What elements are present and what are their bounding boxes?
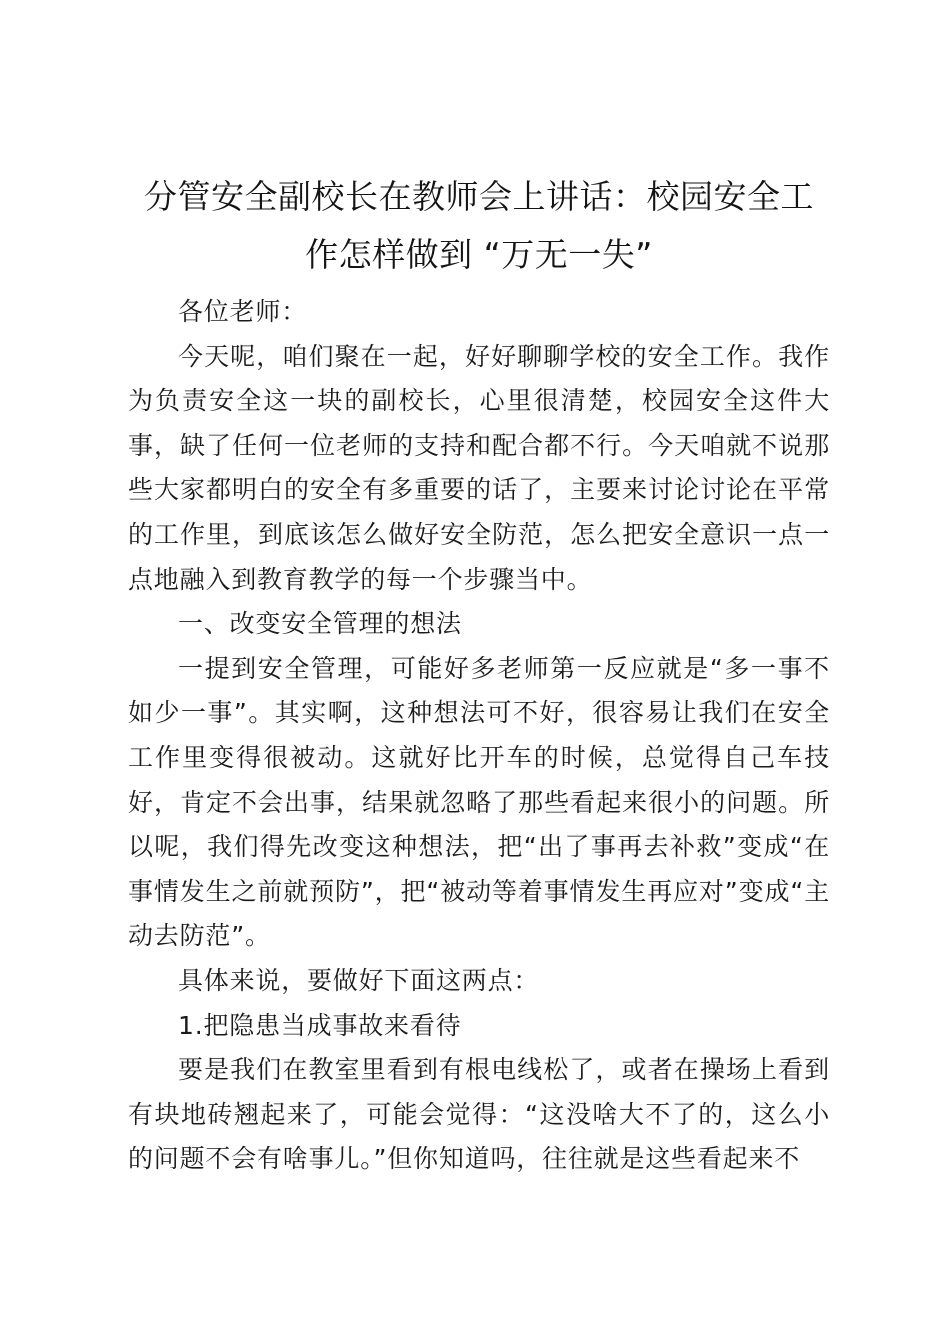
subheading-1: 1.把隐患当成事故来看待: [178, 1010, 462, 1040]
paragraph-two-points: 具体来说，要做好下面这两点：: [178, 965, 540, 995]
paragraph-hazards: 要是我们在教室里看到有根电线松了，或者在操场上看到有块地砖翘起来了，可能会觉得：“这没啥大不了的，这么小的问题不会有啥事儿。”但你知道吗，往往就是这些看起来不: [128, 1055, 830, 1174]
document-body: [128, 168, 830, 1182]
paragraph-intro: 今天呢，咱们聚在一起，好好聊聊学校的安全工作。我作为负责安全这一块的副校长，心里很清楚，校园安全这件大事，缺了任何一位老师的支持和配合都不行。今天咱就不说那些大家都明白的安全有多重要的话了，主要来讨论讨论在平常的工作里，到底该怎么做好安全防范，怎么把安全意识一点一点地融入到教育教学的每一个步骤当中。: [128, 341, 830, 594]
salutation: 各位老师：: [178, 297, 308, 326]
document-title: 分管安全副校长在教师会上讲话：校园安全工作怎样做到 “万无一失”: [144, 177, 814, 274]
paragraph-mindset: 一提到安全管理，可能好多老师第一反应就是“多一事不如少一事”。其实啊，这种想法可不好，很容易让我们在安全工作里变得很被动。这就好比开车的时候，总觉得自己车技好，肯定不会出事，结果就忽略了那些看起来很小的问题。所以呢，我们得先改变这种想法，把“出了事再去补救”变成“在事情发生之前就预防”，把“被动等着事情发生再应对”变成“主动去防范”。: [128, 653, 830, 951]
section-heading-1: 一、改变安全管理的想法: [178, 609, 462, 639]
